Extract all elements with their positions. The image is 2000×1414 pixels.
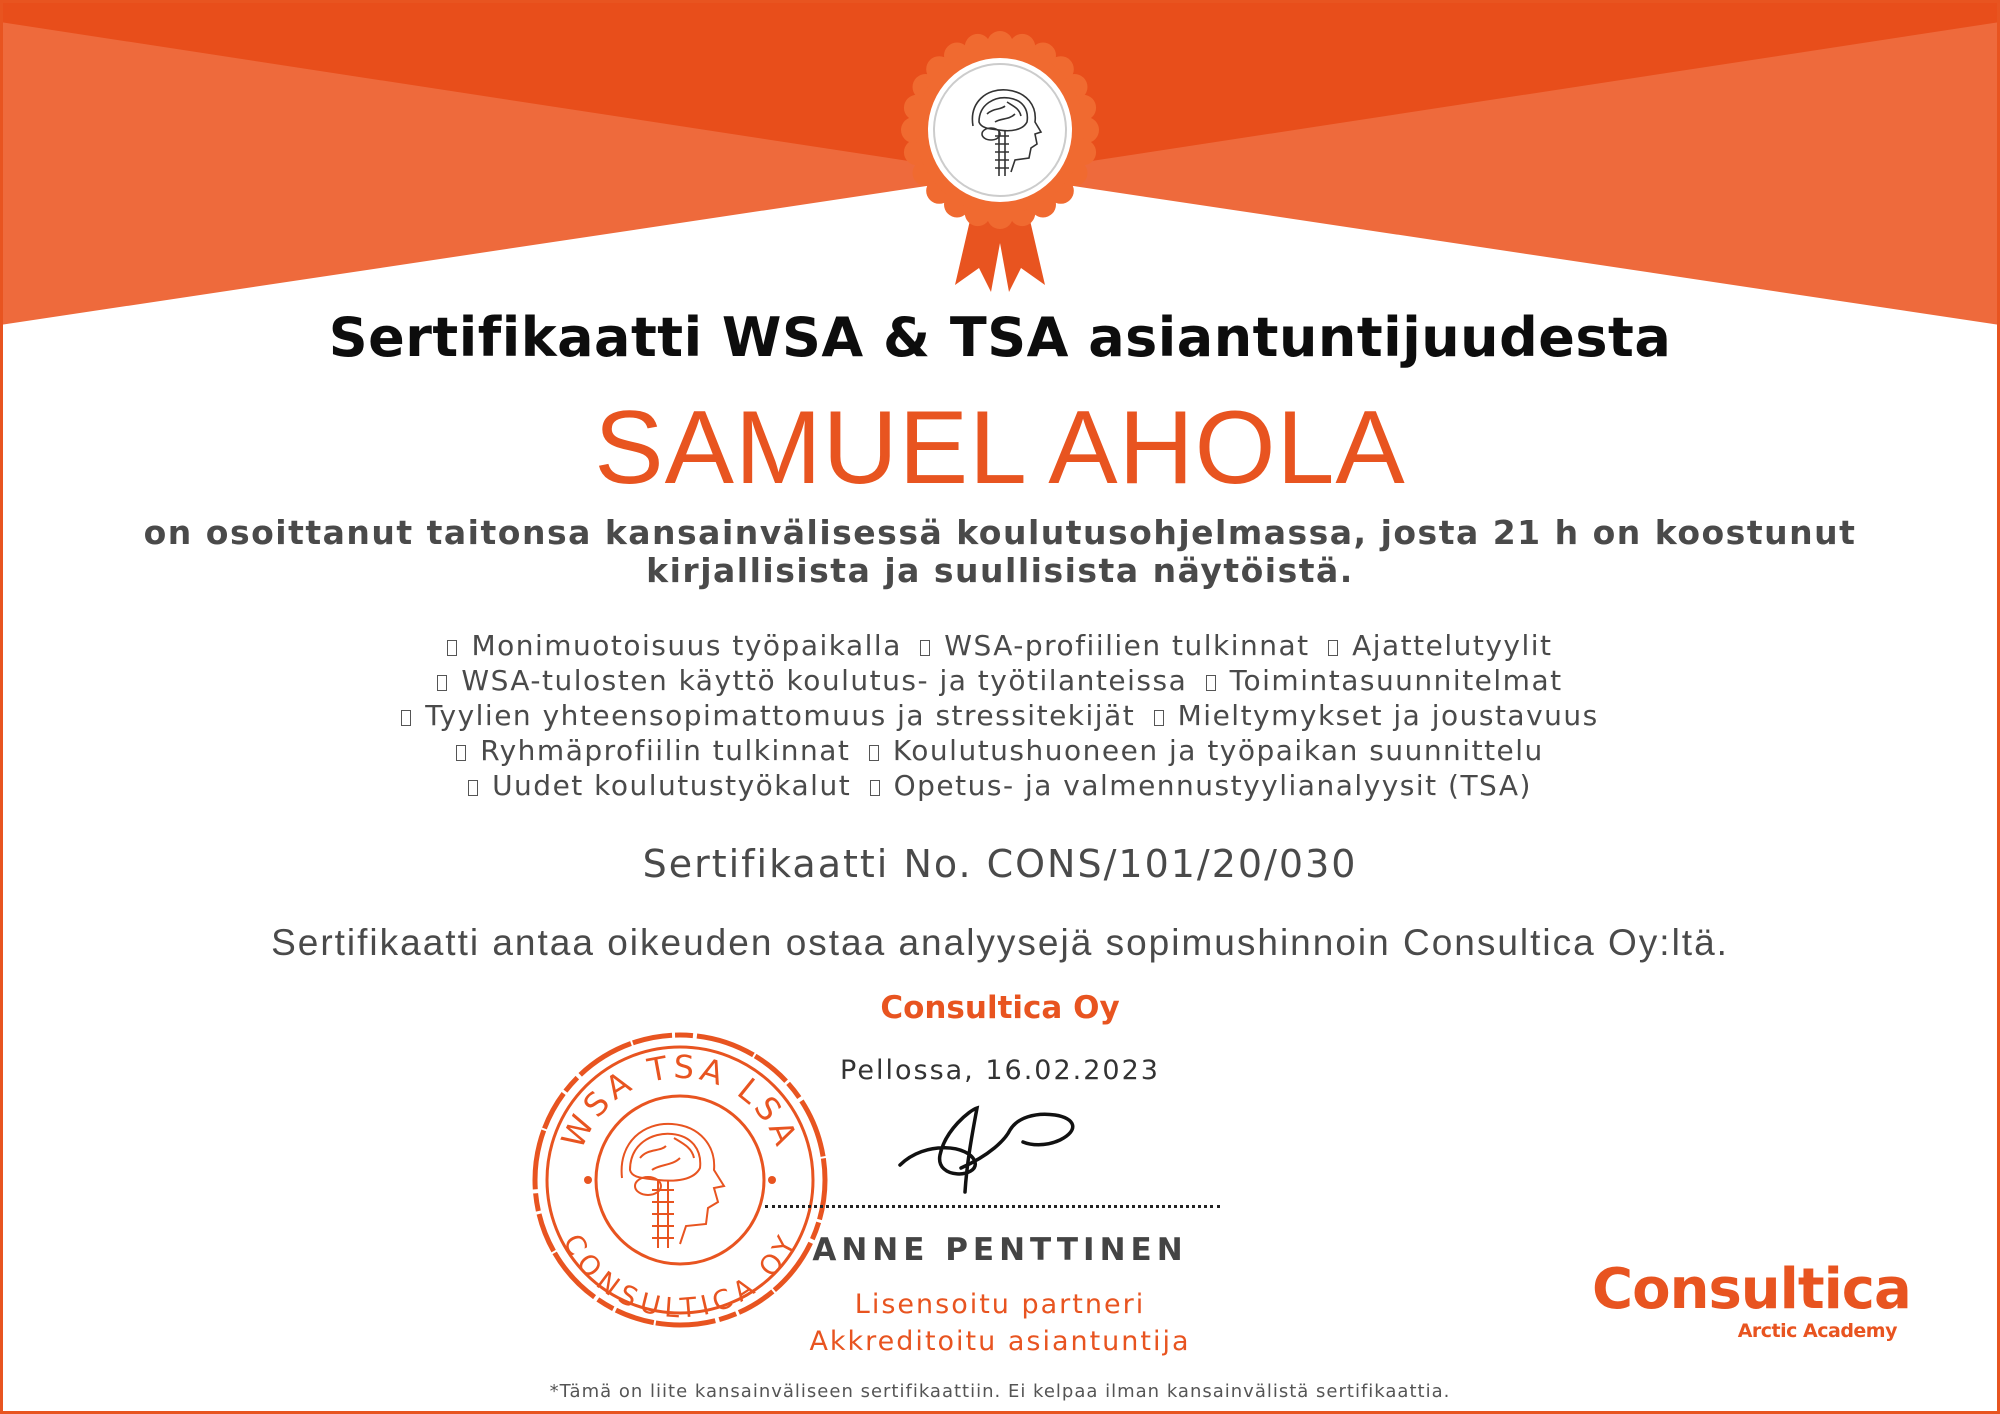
topic-item: Tyylien yhteensopimattomuus ja stressitekijät [425, 699, 1136, 732]
square-bullet-icon [456, 745, 466, 761]
place-and-date: Pellossa, 16.02.2023 [840, 1055, 1160, 1086]
topic-item: Monimuotoisuus työpaikalla [471, 629, 902, 662]
topic-item: Toimintasuunnitelmat [1229, 664, 1563, 697]
logo-name: Consultica [1592, 1257, 1911, 1322]
topic-item: Opetus- ja valmennustyylianalyysit (TSA) [893, 769, 1532, 802]
topic-item: Ryhmäprofiilin tulkinnat [480, 734, 851, 767]
topic-item: Ajattelutyylit [1352, 629, 1553, 662]
consultica-logo [1592, 1257, 1911, 1342]
topic-line [0, 698, 2000, 733]
rights-statement: Sertifikaatti antaa oikeuden ostaa analyysejä sopimushinnoin Consultica Oy:ltä. [271, 922, 1729, 963]
topic-item: WSA-profiilien tulkinnat [944, 629, 1310, 662]
certificate-title: Sertifikaatti WSA & TSA asiantuntijuudesta [328, 306, 1672, 369]
topics-list [0, 628, 2000, 803]
topic-item: Mieltymykset ja joustavuus [1177, 699, 1599, 732]
signer-role-partner: Lisensoitu partneri [854, 1289, 1146, 1320]
stamp-top-text: WSA TSA LSA [553, 1047, 807, 1155]
square-bullet-icon [869, 745, 879, 761]
topic-line [0, 768, 2000, 803]
topic-item: Uudet koulutustyökalut [492, 769, 852, 802]
signature-line [765, 1205, 1220, 1208]
footnote: *Tämä on liite kansainväliseen sertifikaattiin. Ei kelpaa ilman kansainvälistä sertifikaattia. [549, 1381, 1451, 1402]
signature [895, 1100, 1095, 1200]
square-bullet-icon [447, 640, 457, 656]
certificate-number: Sertifikaatti No. CONS/101/20/030 [642, 842, 1358, 886]
square-bullet-icon [920, 640, 930, 656]
award-rosette-icon [895, 30, 1105, 300]
topic-item: WSA-tulosten käyttö koulutus- ja työtilanteissa [461, 664, 1188, 697]
signer-name: ANNE PENTTINEN [812, 1232, 1188, 1268]
topic-line [0, 628, 2000, 663]
square-bullet-icon [870, 780, 880, 796]
brain-anatomy-icon [622, 1124, 724, 1248]
topic-line [0, 663, 2000, 698]
topic-line [0, 733, 2000, 768]
logo-subtitle: Arctic Academy [1737, 1320, 1897, 1342]
issuer-company: Consultica Oy [880, 990, 1120, 1026]
square-bullet-icon [1154, 710, 1164, 726]
signer-role-expert: Akkreditoitu asiantuntija [809, 1326, 1191, 1357]
stamp-bottom-text: CONSULTICA OY [556, 1229, 804, 1325]
recipient-name: SAMUEL AHOLA [594, 390, 1406, 506]
topic-item: Koulutushuoneen ja työpaikan suunnittelu [892, 734, 1544, 767]
square-bullet-icon [1206, 675, 1216, 691]
square-bullet-icon [401, 710, 411, 726]
square-bullet-icon [1328, 640, 1338, 656]
certificate-description: on osoittanut taitonsa kansainvälisessä koulutusohjelmassa, josta 21 h on koostunut kirjallisista ja suullisista näytöistä. [143, 513, 1857, 590]
square-bullet-icon [437, 675, 447, 691]
square-bullet-icon [468, 780, 478, 796]
